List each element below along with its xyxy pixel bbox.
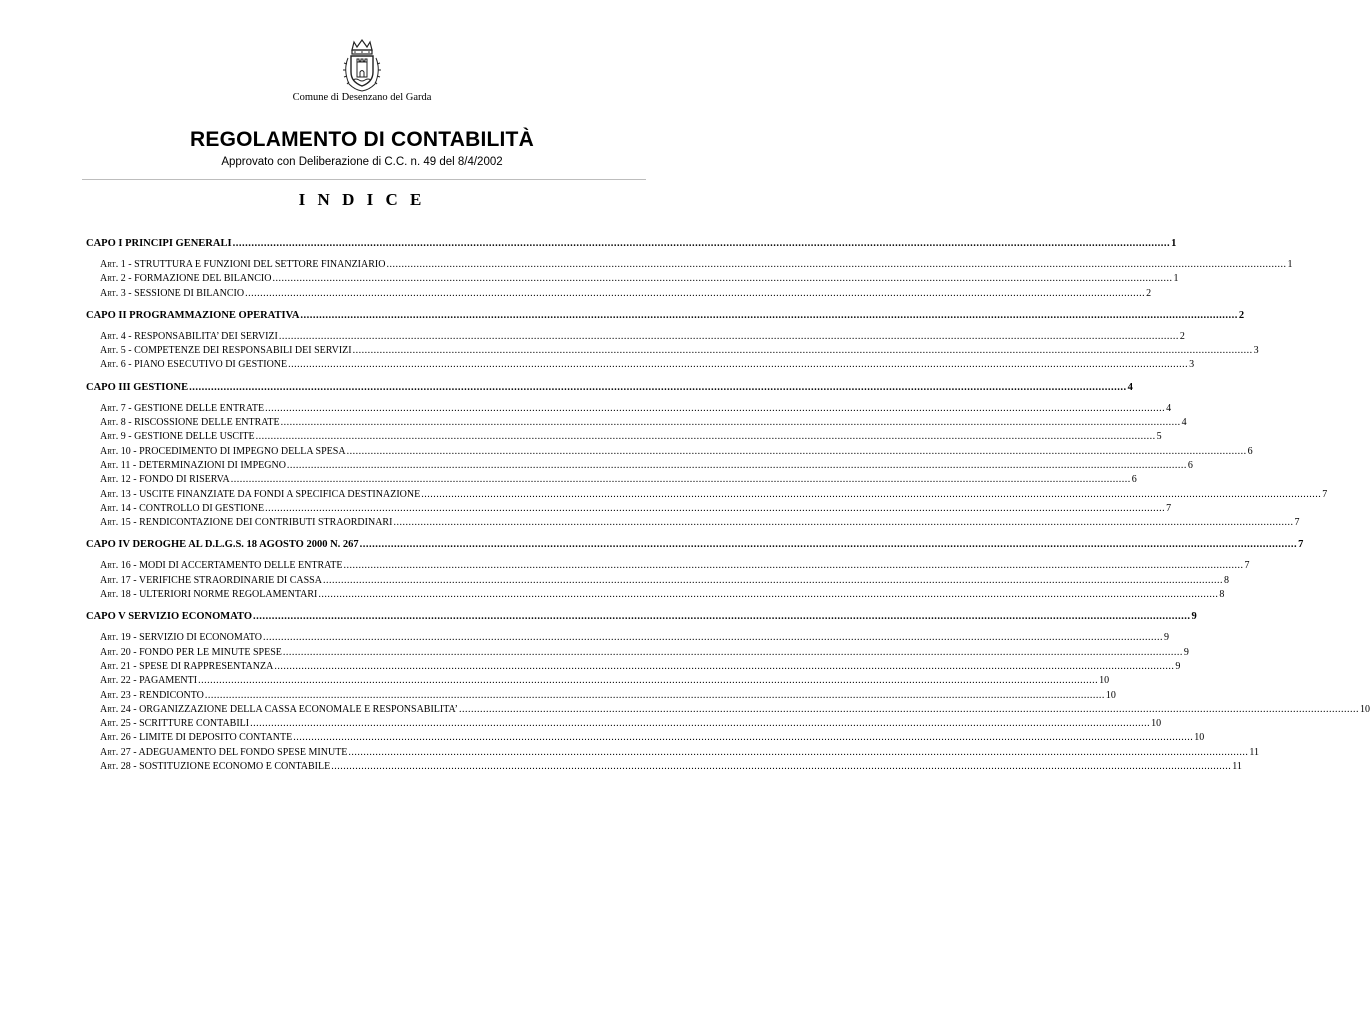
toc-chapter-entry[interactable] <box>86 236 1177 251</box>
municipality-name: Comune di Desenzano del Garda <box>292 92 432 103</box>
chapter-title: CAPO IV DEROGHE AL D.L.G.S. 18 AGOSTO 2000 N. 267 <box>86 539 359 551</box>
article-title: 5 - COMPETENZE DEI RESPONSABILI DEI SERVIZI <box>120 345 352 357</box>
toc-article-entry[interactable] <box>86 258 1293 272</box>
toc-article-entry[interactable] <box>86 344 1259 358</box>
toc-article-entry[interactable] <box>86 488 1328 502</box>
dot-leader: ............................................................................................................................................................................................................................................................................................................ <box>189 381 1127 393</box>
page-number: 10 <box>1099 675 1110 687</box>
page-number: 4 <box>1127 381 1133 393</box>
approval-note: Approvato con Deliberazione di C.C. n. 49 del 8/4/2002 <box>221 156 503 168</box>
dot-leader: ............................................................................................................................................................................................................................................................................................................ <box>386 259 1287 270</box>
dot-leader: ............................................................................................................................................................................................................................................................................................................ <box>282 646 1183 658</box>
chapter-title: CAPO II PROGRAMMAZIONE OPERATIVA <box>86 309 300 321</box>
page-number: 9 <box>1191 611 1197 623</box>
article-title: 15 - RENDICONTAZIONE DEI CONTRIBUTI STRAORDINARI <box>120 517 393 529</box>
dot-leader: ............................................................................................................................................................................................................................................................................................................ <box>230 474 1131 486</box>
toc-article-entry[interactable] <box>86 703 1370 717</box>
article-title: 21 - SPESE DI RAPPRESENTANZA <box>120 660 274 672</box>
toc-article-entry[interactable] <box>86 760 1242 774</box>
article-prefix: Art. <box>100 675 119 687</box>
page-number: 8 <box>1219 589 1225 601</box>
article-title: 19 - SERVIZIO DI ECONOMATO <box>120 632 262 644</box>
dot-leader: ............................................................................................................................................................................................................................................................................................................ <box>265 502 1166 514</box>
article-prefix: Art. <box>100 474 119 486</box>
toc-chapter-entry[interactable] <box>86 537 1304 552</box>
article-prefix: Art. <box>100 660 119 672</box>
page-number: 2 <box>1238 309 1245 321</box>
article-prefix: Art. <box>100 703 119 715</box>
chapter-title: CAPO III GESTIONE <box>86 381 189 393</box>
dot-leader: ............................................................................................................................................................................................................................................................................................................ <box>278 330 1179 342</box>
page-number: 7 <box>1298 539 1304 551</box>
toc-article-entry[interactable] <box>86 588 1225 602</box>
article-title: 14 - CONTROLLO DI GESTIONE <box>120 502 265 514</box>
chapter-title: CAPO I PRINCIPI GENERALI <box>86 238 232 249</box>
page-number: 11 <box>1249 746 1260 758</box>
page-number: 6 <box>1187 459 1193 471</box>
article-title: 17 - VERIFICHE STRAORDINARIE DI CASSA <box>120 574 322 586</box>
page-number: 9 <box>1183 646 1189 658</box>
dot-leader: ............................................................................................................................................................................................................................................................................................................ <box>272 273 1173 285</box>
dot-leader: ............................................................................................................................................................................................................................................................................................................ <box>274 660 1175 672</box>
page-number: 6 <box>1247 445 1253 457</box>
dot-leader: ............................................................................................................................................................................................................................................................................................................ <box>421 488 1322 500</box>
page-number: 10 <box>1151 718 1162 730</box>
toc-article-entry[interactable] <box>86 731 1205 745</box>
page-number: 3 <box>1253 345 1259 357</box>
chapter-title: CAPO V SERVIZIO ECONOMATO <box>86 611 253 623</box>
dot-leader: ............................................................................................................................................................................................................................................................................................................ <box>232 238 1171 249</box>
article-title: 4 - RESPONSABILITA’ DEI SERVIZI <box>120 330 278 342</box>
article-prefix: Art. <box>100 502 119 514</box>
toc-article-entry[interactable] <box>86 445 1253 459</box>
toc-article-entry[interactable] <box>86 717 1162 731</box>
article-prefix: Art. <box>100 345 119 357</box>
article-prefix: Art. <box>100 259 119 270</box>
toc-article-entry[interactable] <box>86 559 1250 573</box>
table-of-contents <box>86 236 1370 774</box>
article-prefix: Art. <box>100 445 119 457</box>
dot-leader: ............................................................................................................................................................................................................................................................................................................ <box>280 417 1181 429</box>
page-number: 11 <box>1232 761 1242 773</box>
dot-leader: ............................................................................................................................................................................................................................................................................................................ <box>286 459 1187 471</box>
article-title: 25 - SCRITTURE CONTABILI <box>120 718 250 730</box>
article-prefix: Art. <box>100 273 119 285</box>
page-number: 7 <box>1244 560 1250 572</box>
page-number: 7 <box>1166 502 1172 514</box>
dot-leader: ............................................................................................................................................................................................................................................................................................................ <box>318 589 1219 601</box>
article-prefix: Art. <box>100 574 119 586</box>
article-title: 27 - ADEGUAMENTO DEL FONDO SPESE MINUTE <box>120 746 348 758</box>
article-prefix: Art. <box>100 632 119 644</box>
article-title: 26 - LIMITE DI DEPOSITO CONTANTE <box>120 732 293 744</box>
dot-leader: ............................................................................................................................................................................................................................................................................................................ <box>265 402 1166 414</box>
article-title: 8 - RISCOSSIONE DELLE ENTRATE <box>120 417 280 429</box>
page-number: 3 <box>1189 359 1195 371</box>
page-number: 10 <box>1105 689 1116 701</box>
divider <box>82 179 646 180</box>
toc-article-entry[interactable] <box>86 574 1229 588</box>
dot-leader: ............................................................................................................................................................................................................................................................................................................ <box>253 611 1191 623</box>
article-title: 12 - FONDO DI RISERVA <box>120 474 230 486</box>
article-title: 10 - PROCEDIMENTO DI IMPEGNO DELLA SPESA <box>120 445 346 457</box>
article-title: 6 - PIANO ESECUTIVO DI GESTIONE <box>120 359 288 371</box>
page-number: 1 <box>1287 259 1293 270</box>
dot-leader: ............................................................................................................................................................................................................................................................................................................ <box>348 746 1249 758</box>
toc-article-entry[interactable] <box>86 459 1193 473</box>
toc-article-entry[interactable] <box>86 330 1185 344</box>
page-number: 9 <box>1175 660 1181 672</box>
article-prefix: Art. <box>100 330 119 342</box>
page-number: 10 <box>1360 703 1370 715</box>
toc-article-entry[interactable] <box>86 746 1260 760</box>
article-title: 22 - PAGAMENTI <box>120 675 198 687</box>
dot-leader: ............................................................................................................................................................................................................................................................................................................ <box>204 689 1105 701</box>
toc-article-entry[interactable] <box>86 473 1137 487</box>
dot-leader: ............................................................................................................................................................................................................................................................................................................ <box>255 431 1156 443</box>
dot-leader: ............................................................................................................................................................................................................................................................................................................ <box>300 309 1238 321</box>
page-number: 8 <box>1223 574 1229 586</box>
article-prefix: Art. <box>100 417 119 429</box>
toc-article-entry[interactable] <box>86 502 1172 516</box>
dot-leader: ............................................................................................................................................................................................................................................................................................................ <box>250 718 1151 730</box>
coat-of-arms-icon <box>339 38 385 94</box>
article-title: 24 - ORGANIZZAZIONE DELLA CASSA ECONOMALE E RESPONSABILITA’ <box>120 703 458 715</box>
toc-article-entry[interactable] <box>86 660 1181 674</box>
index-heading: I N D I C E <box>298 190 426 209</box>
toc-article-entry[interactable] <box>86 287 1152 301</box>
article-prefix: Art. <box>100 287 119 299</box>
article-prefix: Art. <box>100 761 119 773</box>
toc-article-entry[interactable] <box>86 402 1172 416</box>
toc-article-entry[interactable] <box>86 358 1195 372</box>
dot-leader: ............................................................................................................................................................................................................................................................................................................ <box>346 445 1247 457</box>
page-number: 10 <box>1194 732 1205 744</box>
article-prefix: Art. <box>100 689 119 701</box>
article-prefix: Art. <box>100 459 119 471</box>
dot-leader: ............................................................................................................................................................................................................................................................................................................ <box>322 574 1223 586</box>
dot-leader: ............................................................................................................................................................................................................................................................................................................ <box>359 539 1298 551</box>
page-number: 1 <box>1173 273 1179 285</box>
page-number: 4 <box>1166 402 1172 414</box>
dot-leader: ............................................................................................................................................................................................................................................................................................................ <box>331 761 1232 773</box>
page-number: 9 <box>1163 632 1169 644</box>
toc-article-entry[interactable] <box>86 674 1110 688</box>
article-title: 28 - SOSTITUZIONE ECONOMO E CONTABILE <box>120 761 331 773</box>
dot-leader: ............................................................................................................................................................................................................................................................................................................ <box>343 560 1244 572</box>
article-title: 7 - GESTIONE DELLE ENTRATE <box>120 402 265 414</box>
article-title: 2 - FORMAZIONE DEL BILANCIO <box>120 273 272 285</box>
article-title: 23 - RENDICONTO <box>120 689 204 701</box>
dot-leader: ............................................................................................................................................................................................................................................................................................................ <box>352 345 1253 357</box>
page-number: 7 <box>1322 488 1328 500</box>
article-prefix: Art. <box>100 732 119 744</box>
article-prefix: Art. <box>100 488 119 500</box>
toc-chapter-entry[interactable] <box>86 380 1133 395</box>
dot-leader: ............................................................................................................................................................................................................................................................................................................ <box>198 675 1099 687</box>
document-title: REGOLAMENTO DI CONTABILITÀ <box>190 128 534 151</box>
dot-leader: ............................................................................................................................................................................................................................................................................................................ <box>393 517 1294 529</box>
page-number: 5 <box>1156 431 1162 443</box>
article-title: 11 - DETERMINAZIONI DI IMPEGNO <box>120 459 286 471</box>
article-title: 20 - FONDO PER LE MINUTE SPESE <box>120 646 282 658</box>
article-title: 16 - MODI DI ACCERTAMENTO DELLE ENTRATE <box>120 560 343 572</box>
article-prefix: Art. <box>100 718 119 730</box>
toc-article-entry[interactable] <box>86 272 1179 286</box>
article-prefix: Art. <box>100 517 119 529</box>
toc-chapter-entry[interactable] <box>86 609 1197 624</box>
page-number: 6 <box>1131 474 1137 486</box>
page-number: 4 <box>1181 417 1187 429</box>
toc-article-entry[interactable] <box>86 646 1189 660</box>
article-prefix: Art. <box>100 402 119 414</box>
article-title: 1 - STRUTTURA E FUNZIONI DEL SETTORE FINANZIARIO <box>120 259 386 270</box>
dot-leader: ............................................................................................................................................................................................................................................................................................................ <box>288 359 1189 371</box>
page-number: 2 <box>1146 287 1152 299</box>
dot-leader: ............................................................................................................................................................................................................................................................................................................ <box>459 703 1359 715</box>
article-title: 9 - GESTIONE DELLE USCITE <box>120 431 255 443</box>
toc-article-entry[interactable] <box>86 516 1300 530</box>
article-prefix: Art. <box>100 746 119 758</box>
article-prefix: Art. <box>100 359 119 371</box>
page-number: 1 <box>1171 238 1177 249</box>
toc-article-entry[interactable] <box>86 430 1162 444</box>
article-title: 18 - ULTERIORI NORME REGOLAMENTARI <box>120 589 318 601</box>
toc-chapter-entry[interactable] <box>86 308 1245 323</box>
article-prefix: Art. <box>100 560 119 572</box>
page-number: 2 <box>1179 330 1185 342</box>
article-title: 3 - SESSIONE DI BILANCIO <box>120 287 245 299</box>
article-prefix: Art. <box>100 589 119 601</box>
dot-leader: ............................................................................................................................................................................................................................................................................................................ <box>262 632 1163 644</box>
toc-article-entry[interactable] <box>86 416 1187 430</box>
dot-leader: ............................................................................................................................................................................................................................................................................................................ <box>245 287 1146 299</box>
article-title: 13 - USCITE FINANZIATE DA FONDI A SPECIFICA DESTINAZIONE <box>120 488 421 500</box>
toc-article-entry[interactable] <box>86 631 1169 645</box>
page-number: 7 <box>1294 517 1300 529</box>
article-prefix: Art. <box>100 646 119 658</box>
toc-article-entry[interactable] <box>86 689 1116 703</box>
dot-leader: ............................................................................................................................................................................................................................................................................................................ <box>293 732 1194 744</box>
article-prefix: Art. <box>100 431 119 443</box>
